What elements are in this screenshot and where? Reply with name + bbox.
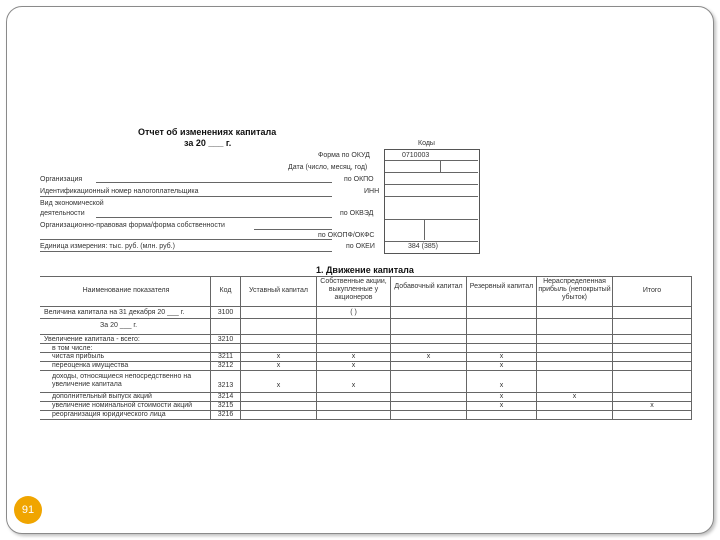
header-reserve-capital: Резервный капитал	[469, 283, 534, 290]
okpo-label: по ОКПО	[344, 176, 374, 183]
table-row-code: 3213	[217, 382, 234, 389]
report-title: Отчет об изменениях капитала	[138, 127, 277, 137]
section-title: 1. Движение капитала	[316, 265, 414, 275]
table-cell: x	[572, 393, 577, 400]
page-number-badge: 91	[14, 496, 42, 524]
table-row-label: За 20 ___ г.	[100, 322, 138, 329]
table-row-label: Увеличение капитала - всего:	[44, 336, 140, 343]
activity-label-1: Вид экономической	[40, 200, 104, 207]
table-row-label: доходы, относящиеся непосредственно на увеличение капитала	[52, 373, 192, 388]
table-cell: x	[276, 382, 281, 389]
table-row-label: реорганизация юридического лица	[52, 411, 166, 418]
header-total: Итого	[642, 287, 662, 294]
table-row-code: 3210	[217, 336, 234, 343]
table-cell: x	[426, 353, 431, 360]
table-row-label: в том числе:	[52, 345, 93, 352]
table-cell: x	[650, 402, 654, 409]
table-cell: x	[499, 382, 504, 389]
legal-form-label: Организационно-правовая форма/форма собственности	[40, 222, 225, 229]
report-period: за 20 ___ г.	[184, 138, 232, 148]
table-row-label: дополнительный выпуск акций	[52, 393, 152, 400]
table-row-label: переоценка имущества	[52, 362, 129, 369]
table-row-code: 3100	[217, 309, 234, 316]
table-cell: x	[276, 353, 281, 360]
table-cell: x	[499, 393, 504, 400]
table-row-label: Величина капитала на 31 декабря 20 ___ г.	[44, 309, 185, 316]
header-own-shares: Собственные акции, выкупленные у акционеров	[320, 278, 387, 301]
okud-label: Форма по ОКУД	[318, 152, 370, 159]
table-row-code: 3216	[217, 411, 234, 418]
table-row-code: 3214	[217, 393, 234, 400]
table-row-code: 3211	[217, 353, 234, 360]
table-cell: x	[351, 382, 356, 389]
table-row-code: 3215	[217, 402, 234, 409]
okopf-label: по ОКОПФ/ОКФС	[318, 232, 375, 239]
okei-value: 384 (385)	[408, 243, 438, 250]
activity-label-2: деятельности	[40, 210, 85, 217]
okved-label: по ОКВЭД	[340, 210, 374, 217]
table-cell: x	[276, 362, 281, 369]
table-cell: x	[499, 402, 504, 409]
table-cell: x	[351, 353, 356, 360]
table-row-label: чистая прибыль	[52, 353, 105, 360]
unit-label: Единица измерения: тыс. руб. (млн. руб.)	[40, 243, 175, 250]
table-cell: x	[499, 353, 504, 360]
header-additional-capital: Добавочный капитал	[394, 283, 463, 290]
table-cell: ( )	[350, 309, 357, 316]
codes-box	[384, 149, 480, 254]
table-row-code: 3212	[217, 362, 234, 369]
inn-label: ИНН	[364, 188, 380, 195]
table-cell: x	[499, 362, 504, 369]
codes-header: Коды	[418, 140, 435, 147]
okud-value: 0710003	[402, 152, 430, 159]
inn-full-label: Идентификационный номер налогоплательщика	[40, 188, 199, 195]
okei-label: по ОКЕИ	[346, 243, 375, 250]
header-charter-capital: Уставный капитал	[249, 287, 308, 294]
header-code: Код	[219, 287, 232, 294]
org-label: Организация	[40, 176, 83, 183]
date-label: Дата (число, месяц, год)	[288, 164, 368, 171]
header-retained-earnings: Нераспределенная прибыль (непокрытый убыток)	[538, 278, 611, 301]
table-cell: x	[351, 362, 356, 369]
table-row-label: увеличение номинальной стоимости акций	[52, 402, 193, 409]
header-name: Наименование показателя	[82, 287, 170, 294]
